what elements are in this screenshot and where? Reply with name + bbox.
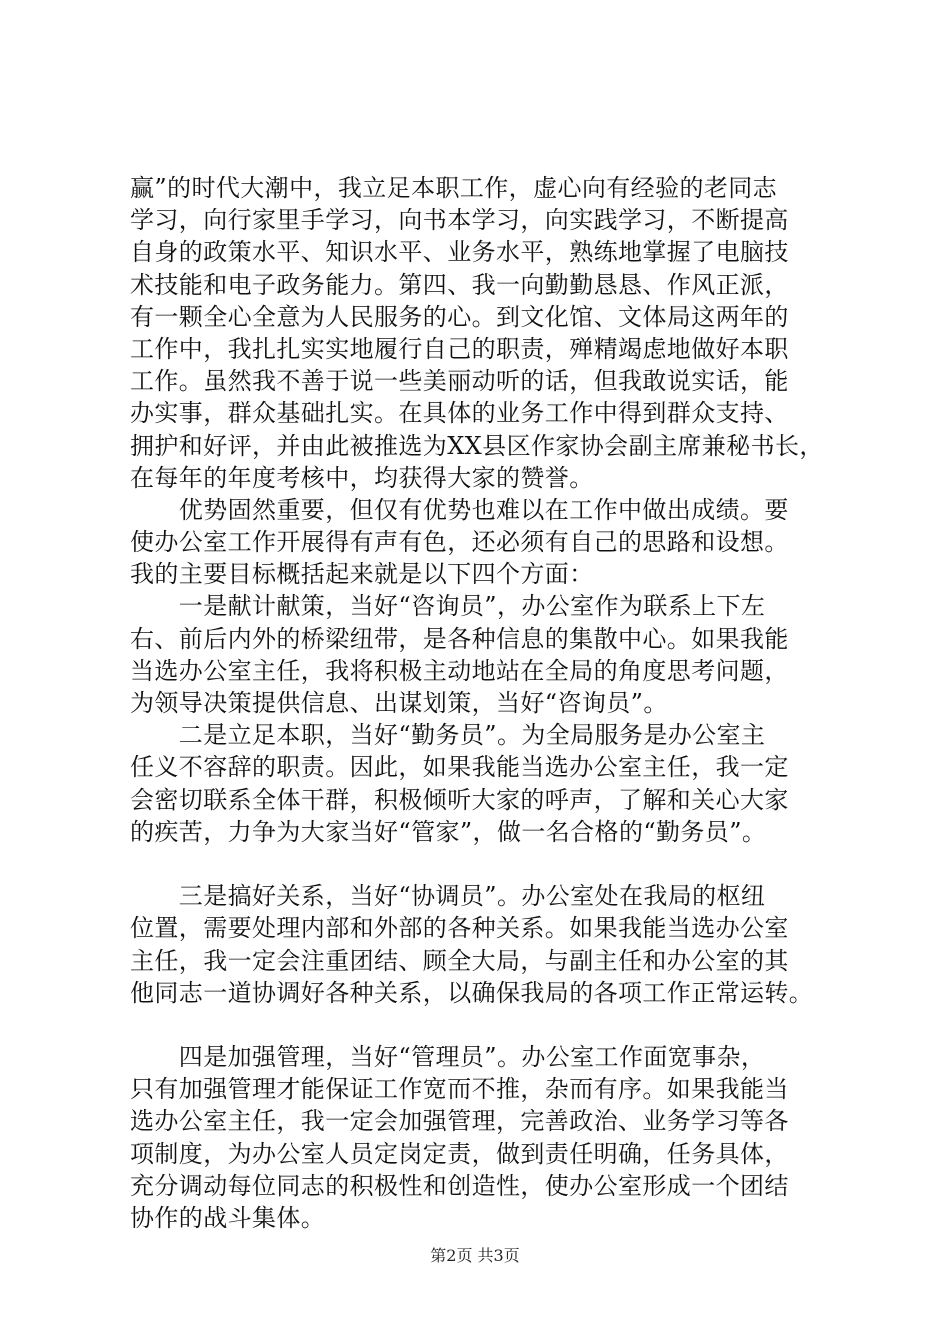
- text-line: 在每年的年度考核中，均获得大家的赞誉。: [130, 463, 594, 492]
- text-line: 工作。虽然我不善于说一些美丽动听的话，但我敢说实话，能: [130, 367, 789, 396]
- text-line: 选办公室主任，我一定会加强管理，完善政治、业务学习等各: [130, 1107, 789, 1136]
- text-line: 二是立足本职，当好“勤务员”。为全局服务是办公室主: [130, 721, 766, 750]
- text-line: 他同志一道协调好各种关系，以确保我局的各项工作正常运转。: [130, 978, 814, 1007]
- text-line: 拥护和好评，并由此被推选为XX县区作家协会副主席兼秘书长，: [130, 431, 824, 460]
- text-line: 右、前后内外的桥梁纽带，是各种信息的集散中心。如果我能: [130, 624, 789, 653]
- text-line: 项制度，为办公室人员定岗定责，做到责任明确，任务具体，: [130, 1139, 789, 1168]
- text-line: 办实事，群众基础扎实。在具体的业务工作中得到群众支持、: [130, 399, 789, 428]
- text-line: 主任，我一定会注重团结、顾全大局，与副主任和办公室的其: [130, 946, 789, 975]
- text-line: 赢”的时代大潮中，我立足本职工作，虚心向有经验的老同志: [130, 174, 778, 202]
- body-text: [130, 172, 850, 1234]
- text-line: 的疾苦，力争为大家当好“管家”，做一名合格的“勤务员”。: [130, 817, 767, 846]
- text-line: 优势固然重要，但仅有优势也难以在工作中做出成绩。要: [130, 495, 789, 524]
- text-line: 位置，需要处理内部和外部的各种关系。如果我能当选办公室: [130, 914, 789, 943]
- text-line: 有一颗全心全意为人民服务的心。到文化馆、文体局这两年的: [130, 302, 789, 331]
- text-line: 三是搞好关系，当好“协调员”。办公室处在我局的枢纽: [130, 882, 766, 911]
- text-line: 我的主要目标概括起来就是以下四个方面：: [130, 560, 594, 589]
- text-line: 只有加强管理才能保证工作宽而不推，杂而有序。如果我能当: [130, 1075, 789, 1104]
- paragraph-gap: [130, 1009, 850, 1041]
- text-line: 术技能和电子政务能力。第四、我一向勤勤恳恳、作风正派，: [130, 270, 789, 299]
- text-line: 为领导决策提供信息、出谋划策，当好“咨询员”。: [130, 689, 668, 717]
- text-line: 学习，向行家里手学习，向书本学习，向实践学习，不断提高: [130, 206, 789, 235]
- paragraph-gap: [130, 848, 850, 880]
- text-line: 使办公室工作开展得有声有色，还必须有自己的思路和设想。: [130, 528, 789, 557]
- text-line: 充分调动每位同志的积极性和创造性，使办公室形成一个团结: [130, 1171, 789, 1200]
- text-line: 四是加强管理，当好“管理员”。办公室工作面宽事杂，: [130, 1043, 766, 1072]
- page-footer: 第2页 共3页: [430, 1246, 520, 1265]
- text-line: 工作中，我扎扎实实地履行自己的职责，殚精竭虑地做好本职: [130, 334, 789, 363]
- text-line: 自身的政策水平、知识水平、业务水平，熟练地掌握了电脑技: [130, 238, 789, 267]
- text-line: 任义不容辞的职责。因此，如果我能当选办公室主任，我一定: [130, 753, 789, 782]
- text-line: 会密切联系全体干群，积极倾听大家的呼声，了解和关心大家: [130, 785, 789, 814]
- text-line: 一是献计献策，当好“咨询员”，办公室作为联系上下左: [130, 592, 766, 621]
- text-line: 当选办公室主任，我将积极主动地站在全局的角度思考问题，: [130, 656, 789, 685]
- text-line: 协作的战斗集体。: [130, 1204, 326, 1232]
